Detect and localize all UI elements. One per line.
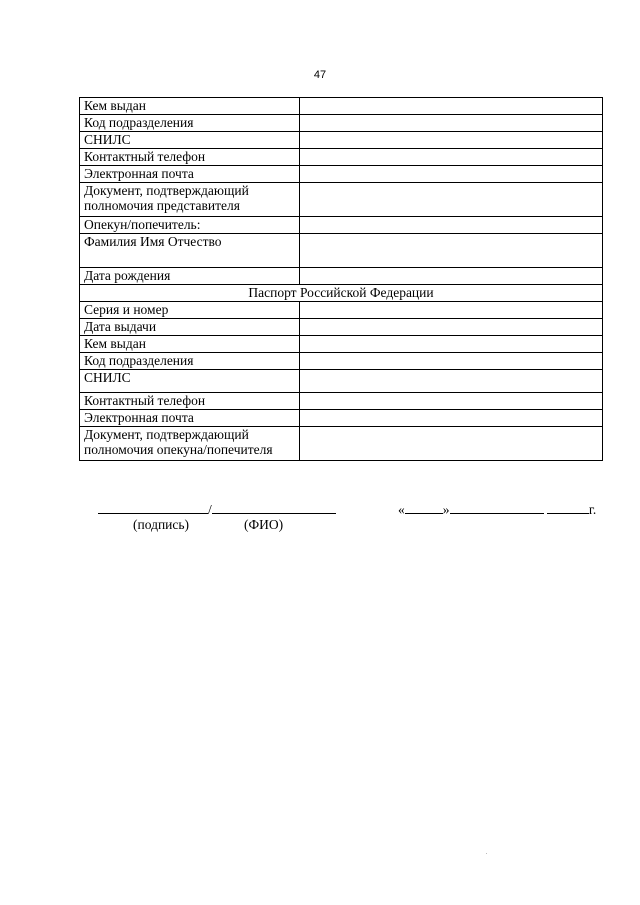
scan-dot: [486, 853, 487, 854]
date-line[interactable]: [398, 501, 596, 518]
row-label: Дата рождения: [80, 268, 300, 285]
signature-line[interactable]: [98, 501, 336, 518]
table-row: [80, 353, 603, 370]
value-cell[interactable]: [300, 132, 603, 149]
table-row: [80, 115, 603, 132]
row-label-line1: Документ, подтверждающий: [84, 183, 249, 198]
table-row: [80, 410, 603, 427]
fio-caption: (ФИО): [244, 517, 284, 532]
value-cell[interactable]: [300, 393, 603, 410]
value-cell[interactable]: [300, 370, 603, 393]
row-label: Контактный телефон: [80, 393, 300, 410]
row-label: [80, 427, 300, 461]
fio-blank[interactable]: [212, 501, 336, 514]
table-row: [80, 268, 603, 285]
row-label: Код подразделения: [80, 353, 300, 370]
value-cell[interactable]: [300, 115, 603, 132]
row-label: Контактный телефон: [80, 149, 300, 166]
signature-blank[interactable]: [98, 501, 208, 514]
table-row: [80, 234, 603, 268]
signature-caption: (подпись): [133, 517, 190, 532]
value-cell[interactable]: [300, 183, 603, 217]
value-cell[interactable]: [300, 268, 603, 285]
table-row: [80, 302, 603, 319]
table-row: [80, 319, 603, 336]
value-cell[interactable]: [300, 234, 603, 268]
value-cell[interactable]: [300, 319, 603, 336]
month-blank[interactable]: [450, 501, 544, 514]
table-row: [80, 336, 603, 353]
value-cell[interactable]: [300, 98, 603, 115]
value-cell[interactable]: [300, 166, 603, 183]
value-cell[interactable]: [300, 149, 603, 166]
value-cell[interactable]: [300, 217, 603, 234]
row-label: Код подразделения: [80, 115, 300, 132]
row-label: Электронная почта: [80, 410, 300, 427]
table-row: [80, 132, 603, 149]
row-label: Опекун/попечитель:: [80, 217, 300, 234]
year-blank[interactable]: [547, 501, 589, 514]
table-row: [80, 166, 603, 183]
slash-separator: /: [208, 502, 212, 517]
row-label: Кем выдан: [80, 336, 300, 353]
section-heading: Паспорт Российской Федерации: [80, 285, 603, 302]
table-row: [80, 183, 603, 217]
table-row: [80, 149, 603, 166]
row-label-line2: полномочия опекуна/попечителя: [84, 442, 273, 457]
value-cell[interactable]: [300, 353, 603, 370]
applicant-form-table: [79, 97, 603, 461]
year-suffix: г.: [588, 502, 597, 517]
row-label: Фамилия Имя Отчество: [80, 234, 300, 268]
row-label: СНИЛС: [80, 370, 300, 393]
row-label: [80, 183, 300, 217]
row-label-line2: полномочия представителя: [84, 198, 240, 213]
table-row: [80, 98, 603, 115]
page-number: 47: [313, 69, 327, 81]
row-label: Дата выдачи: [80, 319, 300, 336]
row-label: СНИЛС: [80, 132, 300, 149]
quote-open: «: [398, 502, 405, 517]
table-row: [80, 393, 603, 410]
quote-close: »: [442, 502, 450, 517]
value-cell[interactable]: [300, 336, 603, 353]
row-label: Серия и номер: [80, 302, 300, 319]
table-row: [80, 217, 603, 234]
row-label: Кем выдан: [80, 98, 300, 115]
row-label: Электронная почта: [80, 166, 300, 183]
value-cell[interactable]: [300, 410, 603, 427]
section-row: [80, 285, 603, 302]
day-blank[interactable]: [405, 501, 443, 514]
table-row: [80, 427, 603, 461]
value-cell[interactable]: [300, 302, 603, 319]
value-cell[interactable]: [300, 427, 603, 461]
row-label-line1: Документ, подтверждающий: [84, 427, 249, 442]
table-row: [80, 370, 603, 393]
